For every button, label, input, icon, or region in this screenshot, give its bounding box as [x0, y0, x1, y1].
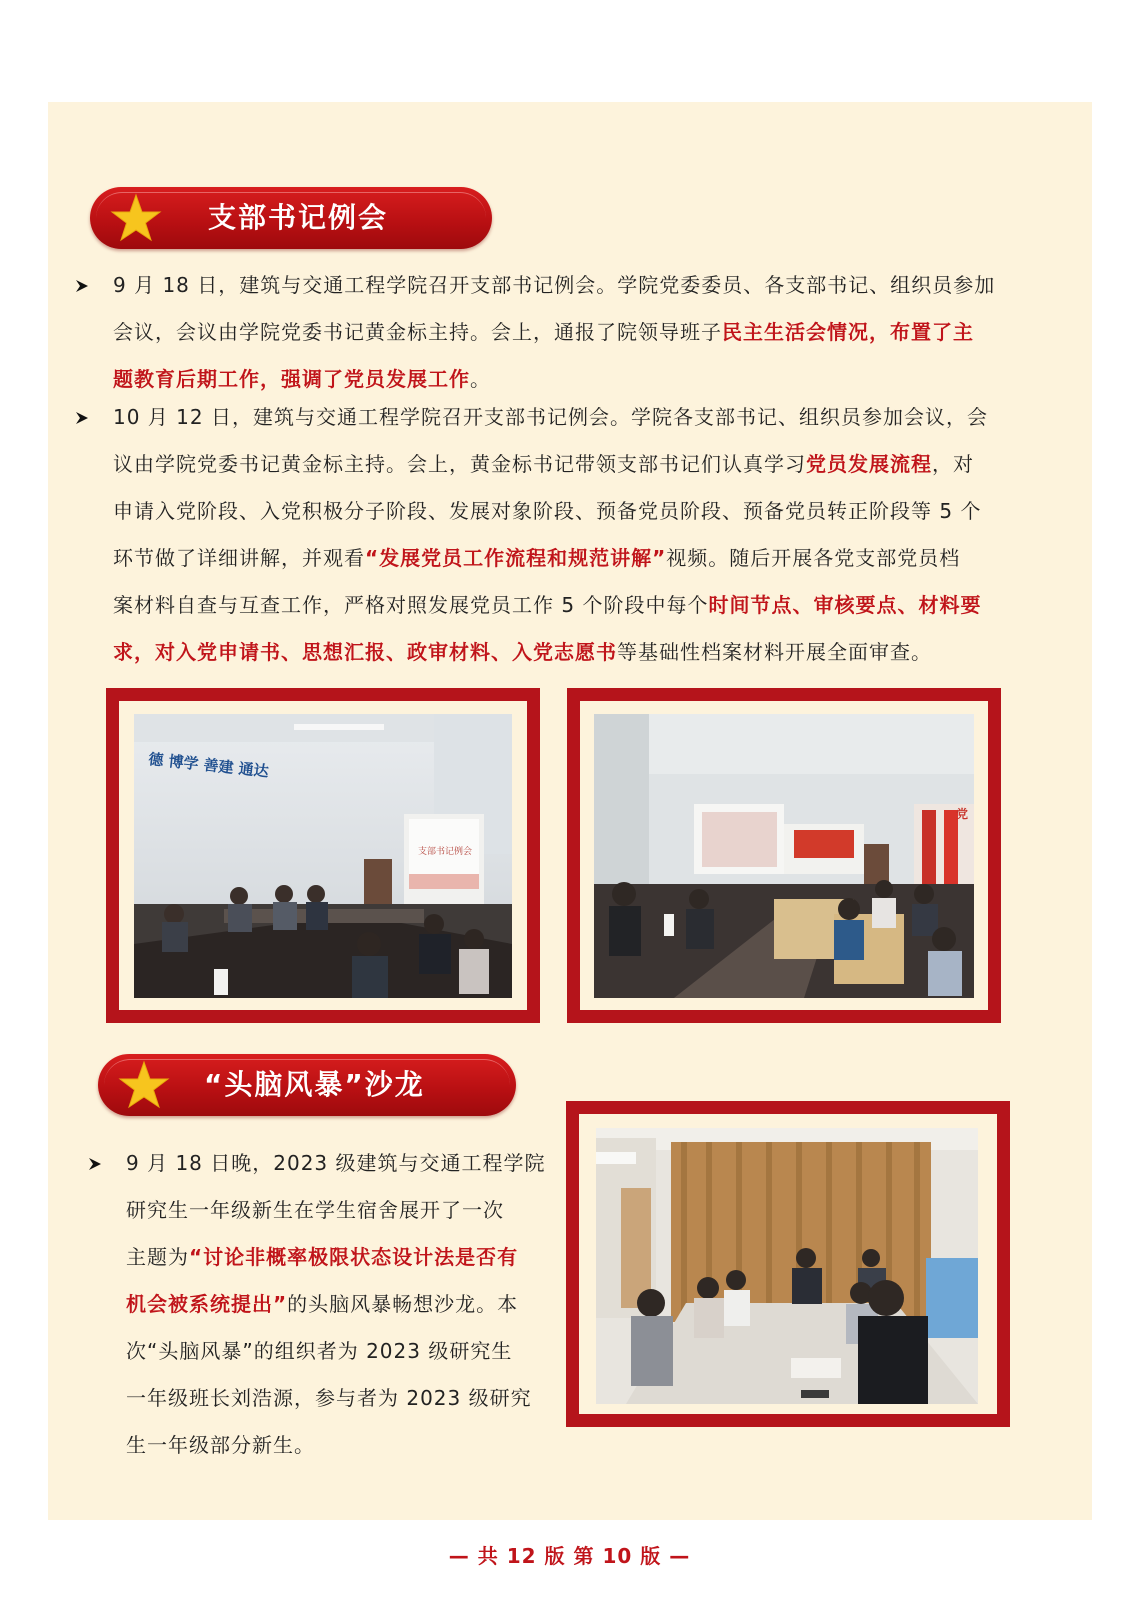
text-line [126, 1187, 546, 1234]
body-text: 研究生一年级新生在学生宿舍展开了一次 [126, 1198, 504, 1222]
text-line [113, 535, 988, 582]
body-text: 视频。随后开展各党支部党员档 [666, 546, 961, 570]
highlight-text: 民主生活会情况，布置了主 [722, 320, 974, 344]
body-text: 9 月 18 日晚，2023 级建筑与交通工程学院 [126, 1151, 546, 1175]
section-title: 支部书记例会 [208, 201, 389, 234]
section-title: “头脑风暴”沙龙 [204, 1068, 425, 1101]
text-line [113, 262, 995, 309]
text-line [113, 441, 988, 488]
highlight-text: 时间节点、审核要点、材料要 [708, 593, 982, 617]
salon-photo [596, 1128, 978, 1404]
text-line [126, 1281, 546, 1328]
body-text: 等基础性档案材料开展全面审查。 [617, 640, 932, 664]
highlight-text: 机会被系统提出” [126, 1292, 288, 1316]
paragraph-meeting-1 [113, 262, 995, 403]
text-line [113, 488, 988, 535]
body-text: 次“头脑风暴”的组织者为 2023 级研究生 [126, 1339, 513, 1363]
section-banner-brainstorm-salon [98, 1054, 516, 1116]
highlight-text: “讨论非概率极限状态设计法是否有 [189, 1245, 519, 1269]
body-text: 议由学院党委书记黄金标主持。会上，黄金标书记带领支部书记们认真学习 [113, 452, 806, 476]
highlight-text: 题教育后期工作，强调了党员发展工作 [113, 367, 470, 391]
highlight-text: 求，对入党申请书、思想汇报、政审材料、入党志愿书 [113, 640, 617, 664]
highlight-text: 党员发展流程 [806, 452, 932, 476]
text-line [126, 1140, 546, 1187]
text-line [126, 1328, 546, 1375]
body-text: 9 月 18 日，建筑与交通工程学院召开支部书记例会。学院党委委员、各支部书记、组织员参加 [113, 273, 996, 297]
bullet-arrow-icon [75, 411, 89, 425]
paragraph-meeting-2 [113, 394, 988, 676]
body-text: 10 月 12 日，建筑与交通工程学院召开支部书记例会。学院各支部书记、组织员参加会议，会 [113, 405, 988, 429]
body-text: 。 [470, 367, 491, 391]
star-icon [110, 193, 162, 243]
photo-board-text: 党 [956, 807, 969, 821]
bullet-arrow-icon [75, 279, 89, 293]
text-line [113, 629, 988, 676]
body-text: 的头脑风暴畅想沙龙。本 [287, 1292, 519, 1316]
photo-screen-title: 支部书记例会 [418, 847, 473, 857]
star-icon [118, 1060, 170, 1110]
body-text: 主题为 [126, 1245, 189, 1269]
section-banner-branch-meeting [90, 187, 492, 249]
body-text: ，对 [932, 452, 974, 476]
text-line [113, 394, 988, 441]
meeting-photo-1 [134, 714, 512, 998]
meeting-photo-2 [594, 714, 974, 998]
body-text: 申请入党阶段、入党积极分子阶段、发展对象阶段、预备党员阶段、预备党员转正阶段等 5 个 [113, 499, 982, 523]
body-text: 环节做了详细讲解，并观看 [113, 546, 365, 570]
bullet-arrow-icon [88, 1157, 102, 1171]
page-footer: — 共 12 版 第 10 版 — [448, 1544, 691, 1568]
text-line [126, 1422, 546, 1469]
paragraph-salon [126, 1140, 546, 1469]
text-line [126, 1375, 546, 1422]
body-text: 一年级班长刘浩源，参与者为 2023 级研究 [126, 1386, 532, 1410]
highlight-text: “发展党员工作流程和规范讲解” [365, 546, 667, 570]
body-text: 案材料自查与互查工作，严格对照发展党员工作 5 个阶段中每个 [113, 593, 709, 617]
text-line [113, 582, 988, 629]
text-line [126, 1234, 546, 1281]
body-text: 会议，会议由学院党委书记黄金标主持。会上，通报了院领导班子 [113, 320, 722, 344]
text-line [113, 309, 995, 356]
photo-wall-text: 德 博学 善建 通达 [147, 750, 270, 781]
body-text: 生一年级部分新生。 [126, 1433, 315, 1457]
